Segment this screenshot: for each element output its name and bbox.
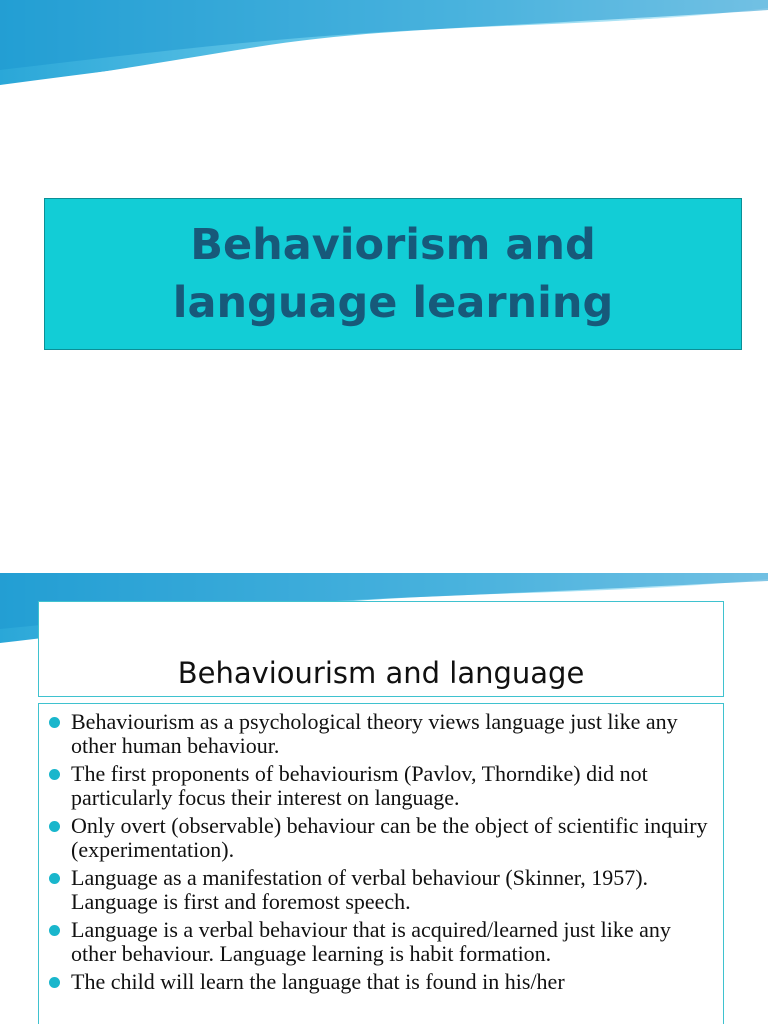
slide-title: Behaviorism and language learning [172,220,614,328]
bullet-item [47,918,715,966]
bullet-icon [49,925,60,936]
bullet-icon [49,977,60,988]
bullet-item [47,814,715,862]
bullet-text: Behaviourism as a psychological theory views language just like any other human behaviour. [71,709,678,758]
bullet-item [47,710,715,758]
bullet-text: The child will learn the language that is found in his/her [71,969,565,994]
wave-header-decoration [0,0,768,100]
bullet-item [47,866,715,914]
bullet-text: Only overt (observable) behaviour can be the object of scientific inquiry (experimentation). [71,813,708,862]
bullet-text: The first proponents of behaviourism (Pavlov, Thorndike) did not particularly focus their interest on language. [71,761,648,810]
slide-separator [0,560,768,573]
bullet-icon [49,821,60,832]
bullet-text: Language is a verbal behaviour that is acquired/learned just like any other behaviour. Language learning is habit formation. [71,917,671,966]
bullet-list [39,704,723,994]
bullet-item [47,762,715,810]
heading-box [38,601,724,697]
slide-2 [0,573,768,1024]
content-box [38,703,724,1024]
bullet-text: Language as a manifestation of verbal behaviour (Skinner, 1957). Language is first and foremost speech. [71,865,649,914]
slide-heading: Behaviourism and language [177,656,585,690]
bullet-icon [49,769,60,780]
title-box [44,198,742,350]
bullet-item [47,970,715,994]
bullet-icon [49,873,60,884]
bullet-icon [49,717,60,728]
